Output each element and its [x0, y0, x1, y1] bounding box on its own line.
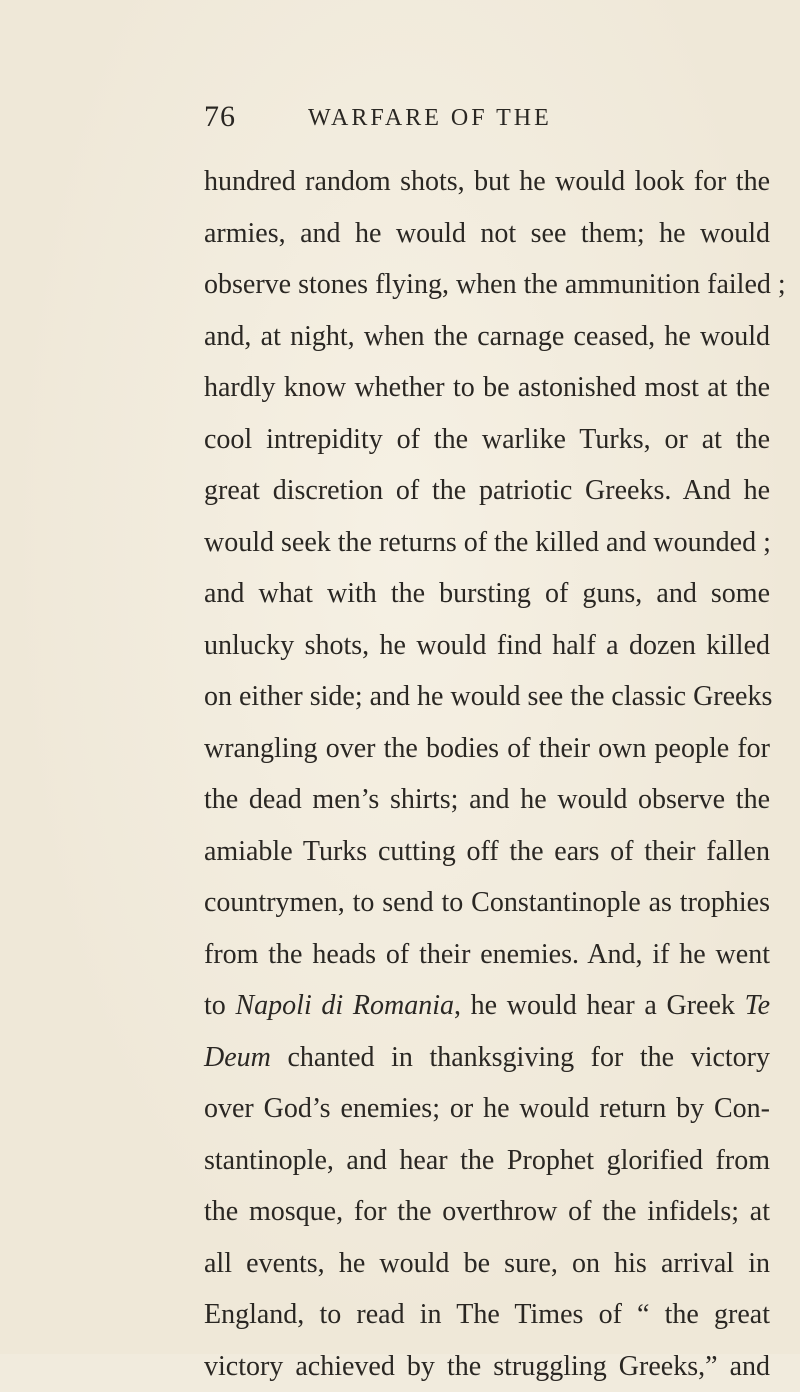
text-line: great discretion of the patriotic Greeks. And he — [204, 465, 770, 517]
text-run: , he would hear a Greek — [454, 990, 745, 1021]
text-line: cool intrepidity of the warlike Turks, or at the — [204, 414, 770, 466]
text-line: the mosque, for the overthrow of the infidels; at — [204, 1186, 770, 1238]
italic-latin: Te — [745, 990, 770, 1021]
text-line: the dead men’s shirts; and he would observe the — [204, 774, 770, 826]
text-line: wrangling over the bodies of their own people for — [204, 723, 770, 775]
text-line: armies, and he would not see them; he would — [204, 208, 770, 260]
text-line: all events, he would be sure, on his arrival in — [204, 1238, 770, 1290]
text-line: on either side; and he would see the classic Greeks — [204, 671, 770, 723]
italic-latin: Deum — [204, 1042, 271, 1073]
italic-place-name: Napoli di Romania — [235, 990, 454, 1021]
running-title: WARFARE OF THE — [308, 105, 552, 132]
text-line: and, at night, when the carnage ceased, he would — [204, 311, 770, 363]
text-line: hardly know whether to be astonished most at the — [204, 362, 770, 414]
running-head — [204, 100, 770, 140]
text-line: victory achieved by the struggling Greeks,” and — [204, 1341, 770, 1392]
body-text — [204, 156, 770, 1392]
text-line: England, to read in The Times of “ the great — [204, 1289, 770, 1341]
text-line — [204, 1032, 770, 1084]
text-run: chanted in thanksgiving for the victory — [271, 1042, 770, 1073]
text-line: from the heads of their enemies. And, if he went — [204, 929, 770, 981]
text-line: amiable Turks cutting off the ears of their fallen — [204, 826, 770, 878]
text-run: to — [204, 990, 235, 1021]
text-line: would seek the returns of the killed and wounded ; — [204, 517, 770, 569]
text-line: and what with the bursting of guns, and some — [204, 568, 770, 620]
page-number: 76 — [204, 100, 236, 134]
text-line: countrymen, to send to Constantinople as trophies — [204, 877, 770, 929]
text-line: stantinople, and hear the Prophet glorified from — [204, 1135, 770, 1187]
text-line: over God’s enemies; or he would return by Con- — [204, 1083, 770, 1135]
text-line — [204, 980, 770, 1032]
text-line: unlucky shots, he would find half a dozen killed — [204, 620, 770, 672]
text-line: observe stones flying, when the ammunition failed ; — [204, 259, 770, 311]
text-line: hundred random shots, but he would look for the — [204, 156, 770, 208]
